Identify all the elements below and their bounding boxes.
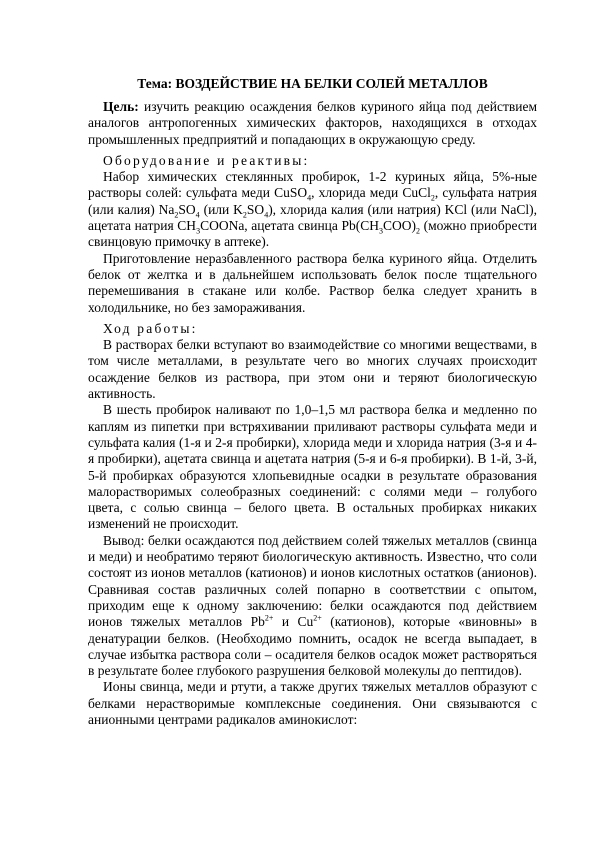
subscript: 4 [307,194,312,204]
text-run: , сульфата натрия (или калия) Na [88,185,537,217]
subscript: 2 [430,194,435,204]
subscript: 3 [379,226,384,236]
text-run: SO [246,201,265,217]
preparation-paragraph: Приготовление неразбавленного раствора белка куриного яйца. Отделить белок от желтка и в дальнейшем использовать белок после тщательного перемешивания в стакане или колбе. Раствор белка следует хранить в холодильнике, но без замораживания. [88,250,537,315]
equipment-heading: Оборудование и реактивы: [103,152,310,168]
text-run: (или K [199,201,243,217]
subscript: 4 [195,210,200,220]
superscript: 2+ [264,613,274,623]
page-title: Тема: ВОЗДЕЙСТВИЕ НА БЕЛКИ СОЛЕЙ МЕТАЛЛОВ [137,76,488,91]
conclusion-paragraph [88,533,537,680]
text-run: SO [178,201,196,217]
procedure-paragraph-4: Ионы свинца, меди и ртути, а также других тяжелых металлов образуют с белками нерастворимые комплексные соединения. Они связываются с анионными центрами радикалов аминокислот: [88,679,537,727]
goal-paragraph [88,99,537,148]
text-run: (можно приобрести свинцовую примочку в аптеке). [88,218,537,250]
text-run: COO) [383,218,417,234]
procedure-heading: Ход работы: [103,320,198,336]
subscript: 3 [196,226,201,236]
text-run: Вывод: белки осаждаются под действием солей тяжелых металлов (свинца и меди) и необратимо теряют биологическую активность. Известно, что соли состоят из ионов металлов (катионов) и ионов кислотных остатков (анионов). Сравнивая состав различных солей попарно в соответствии с опытом, приходим еще к одному заключению: белки осаждаются под действием ионов тяжелых металлов Pb [88,532,537,630]
equipment-list [88,169,537,250]
goal-label: Цель: [103,99,139,114]
subscript: 4 [264,210,269,220]
text-run: и Cu [273,614,314,630]
subscript: 2 [174,210,179,220]
procedure-paragraph-2: В шесть пробирок наливают по 1,0–1,5 мл раствора белка и медленно по каплям из пипетки при встряхивании приливают растворы сульфата меди и сульфата калия (1-я и 2-я пробирки), хлорида меди и хлорида натрия (3-я и 4-я пробирки), ацетата свинца и ацетата натрия (5-я и 6-я пробирки). В 1-й, 3-й, 5-й пробирках образуются хлопьевидные осадки в результате образования малорастворимых солеобразных соединений: с солями меди – голубого цвета, с солью свинца – белого цвета. В остальных пробирках никаких изменений не происходит. [88,402,537,532]
superscript: 2+ [313,613,322,623]
procedure-paragraph-1: В растворах белки вступают во взаимодействие со многими веществами, в том числе металлами, в результате чего во многих случаях происходит осаждение белков из раствора, при этом они и теряют биологическую активность. [88,337,537,402]
text-run: , хлорида меди CuCl [311,185,431,201]
subscript: 2 [242,210,247,220]
goal-text: изучить реакцию осаждения белков куриного яйца под действием аналогов антропогенных химических факторов, находящихся в отходах промышленных предприятий и попадающих в окружающую среду. [88,99,537,147]
text-run: Набор химических стеклянных пробирок, 1-2 куриных яйца, 5%-ные растворы солей: сульфата меди CuSO [88,169,537,201]
text-run: (катионов), которые «виновны» в денатурации белков. (Необходимо помнить, осадок не всегда выпадает, в случае избытка раствора соли – осадителя белков осадок может растворяться в результате более глубокого разрушения белковой молекулы до пептидов). [88,614,537,679]
text-run: ), хлорида калия (или натрия) KCl (или NaCl), ацетата натрия CH [88,201,537,234]
subscript: 2 [416,226,421,236]
text-run: COONa, ацетата свинца Pb(CH [200,218,380,234]
